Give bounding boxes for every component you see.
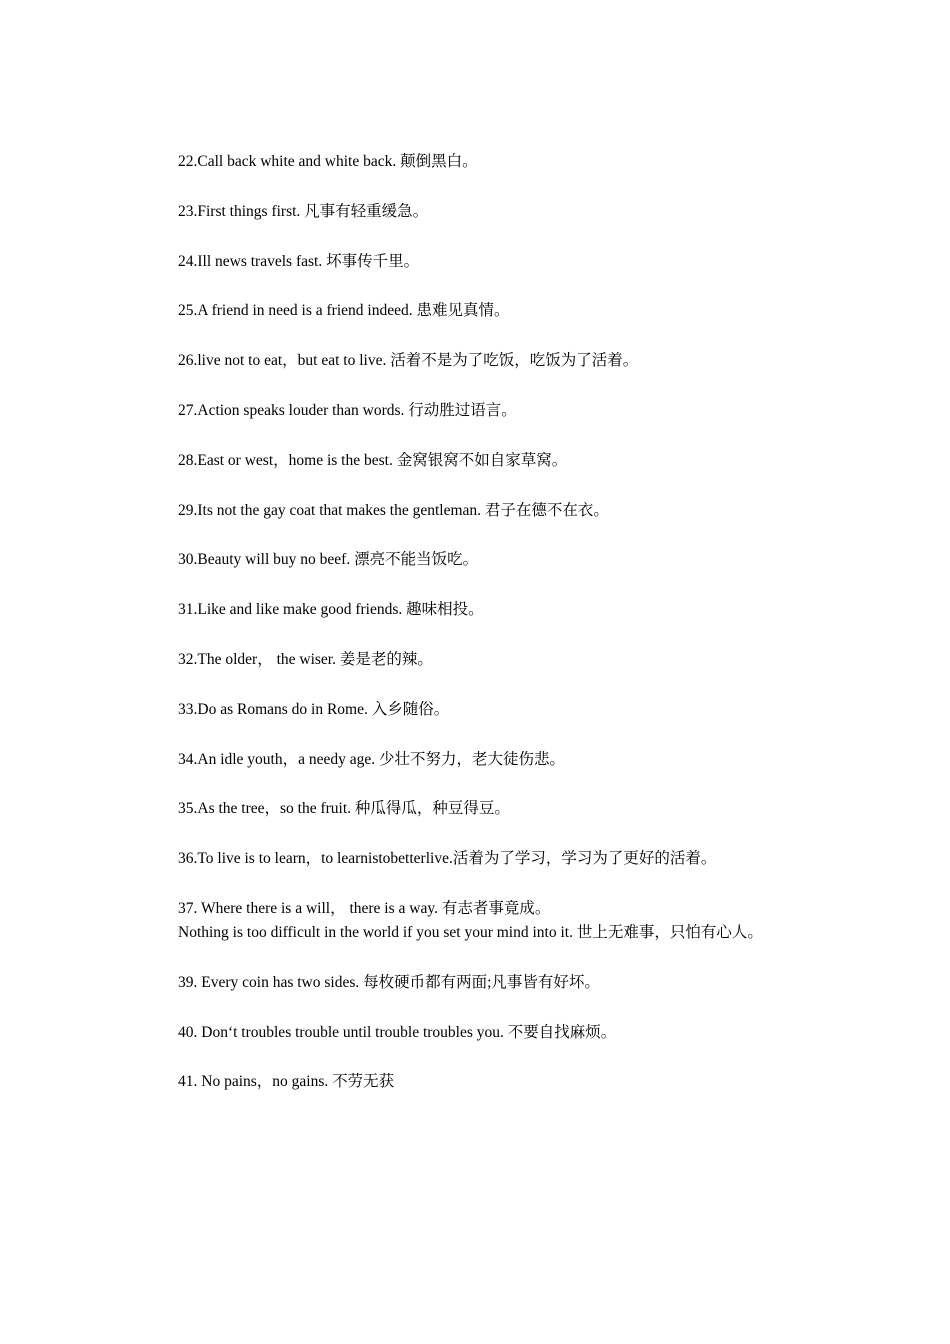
proverb-line: 22.Call back white and white back. 颠倒黑白。	[178, 153, 478, 170]
proverb-34	[178, 748, 918, 772]
proverb-line: 33.Do as Romans do in Rome. 入乡随俗。	[178, 700, 450, 718]
proverb-40	[178, 1021, 918, 1045]
proverb-24	[178, 250, 918, 274]
proverb-41	[178, 1070, 918, 1094]
proverb-line: 34.An idle youth，a needy age. 少壮不努力，老大徒伤悲。	[178, 750, 566, 768]
proverb-line: 28.East or west，home is the best. 金窝银窝不如自家草窝。	[178, 451, 568, 469]
proverb-line: 37. Where there is a will， there is a way. 有志者事竟成。	[178, 899, 551, 917]
proverb-23	[178, 200, 918, 224]
proverb-36	[178, 847, 918, 871]
proverb-line: 25.A friend in need is a friend indeed. 患难见真情。	[178, 302, 510, 320]
proverb-line: 36.To live is to learn，to learnistobetterlive.活着为了学习，学习为了更好的活着。	[178, 850, 717, 868]
proverb-27	[178, 399, 918, 423]
proverb-35	[178, 797, 918, 821]
proverb-39	[178, 971, 918, 995]
proverb-line: 32.The older， the wiser. 姜是老的辣。	[178, 650, 433, 668]
proverb-line: Nothing is too difficult in the world if you set your mind into it. 世上无难事，只怕有心人。	[178, 923, 763, 941]
proverb-line: 40. Don‘t troubles trouble until trouble troubles you. 不要自找麻烦。	[178, 1023, 617, 1041]
proverb-22	[178, 150, 918, 174]
proverb-31	[178, 598, 918, 622]
proverb-33	[178, 698, 918, 722]
proverb-28	[178, 449, 918, 473]
proverb-line: 29.Its not the gay coat that makes the gentleman. 君子在德不在衣。	[178, 501, 609, 519]
proverb-line: 31.Like and like make good friends. 趣味相投。	[178, 601, 484, 619]
proverb-line: 41. No pains，no gains. 不劳无获	[178, 1073, 395, 1091]
proverb-line: 39. Every coin has two sides. 每枚硬币都有两面;凡事皆有好坏。	[178, 973, 600, 991]
proverb-line: 23.First things first. 凡事有轻重缓急。	[178, 202, 429, 220]
proverb-line: 27.Action speaks louder than words. 行动胜过语言。	[178, 401, 517, 419]
proverb-29	[178, 499, 918, 523]
proverb-37	[178, 897, 918, 945]
proverb-line: 35.As the tree，so the fruit. 种瓜得瓜，种豆得豆。	[178, 800, 510, 818]
proverb-line: 26.live not to eat，but eat to live. 活着不是为了吃饭，吃饭为了活着。	[178, 352, 639, 370]
proverb-26	[178, 349, 918, 373]
proverb-line: 24.Ill news travels fast. 坏事传千里。	[178, 252, 420, 270]
proverb-30	[178, 548, 918, 572]
proverb-line: 30.Beauty will buy no beef. 漂亮不能当饭吃。	[178, 551, 479, 569]
proverb-32	[178, 648, 918, 672]
proverb-25	[178, 299, 918, 323]
proverb-list	[178, 150, 918, 1120]
